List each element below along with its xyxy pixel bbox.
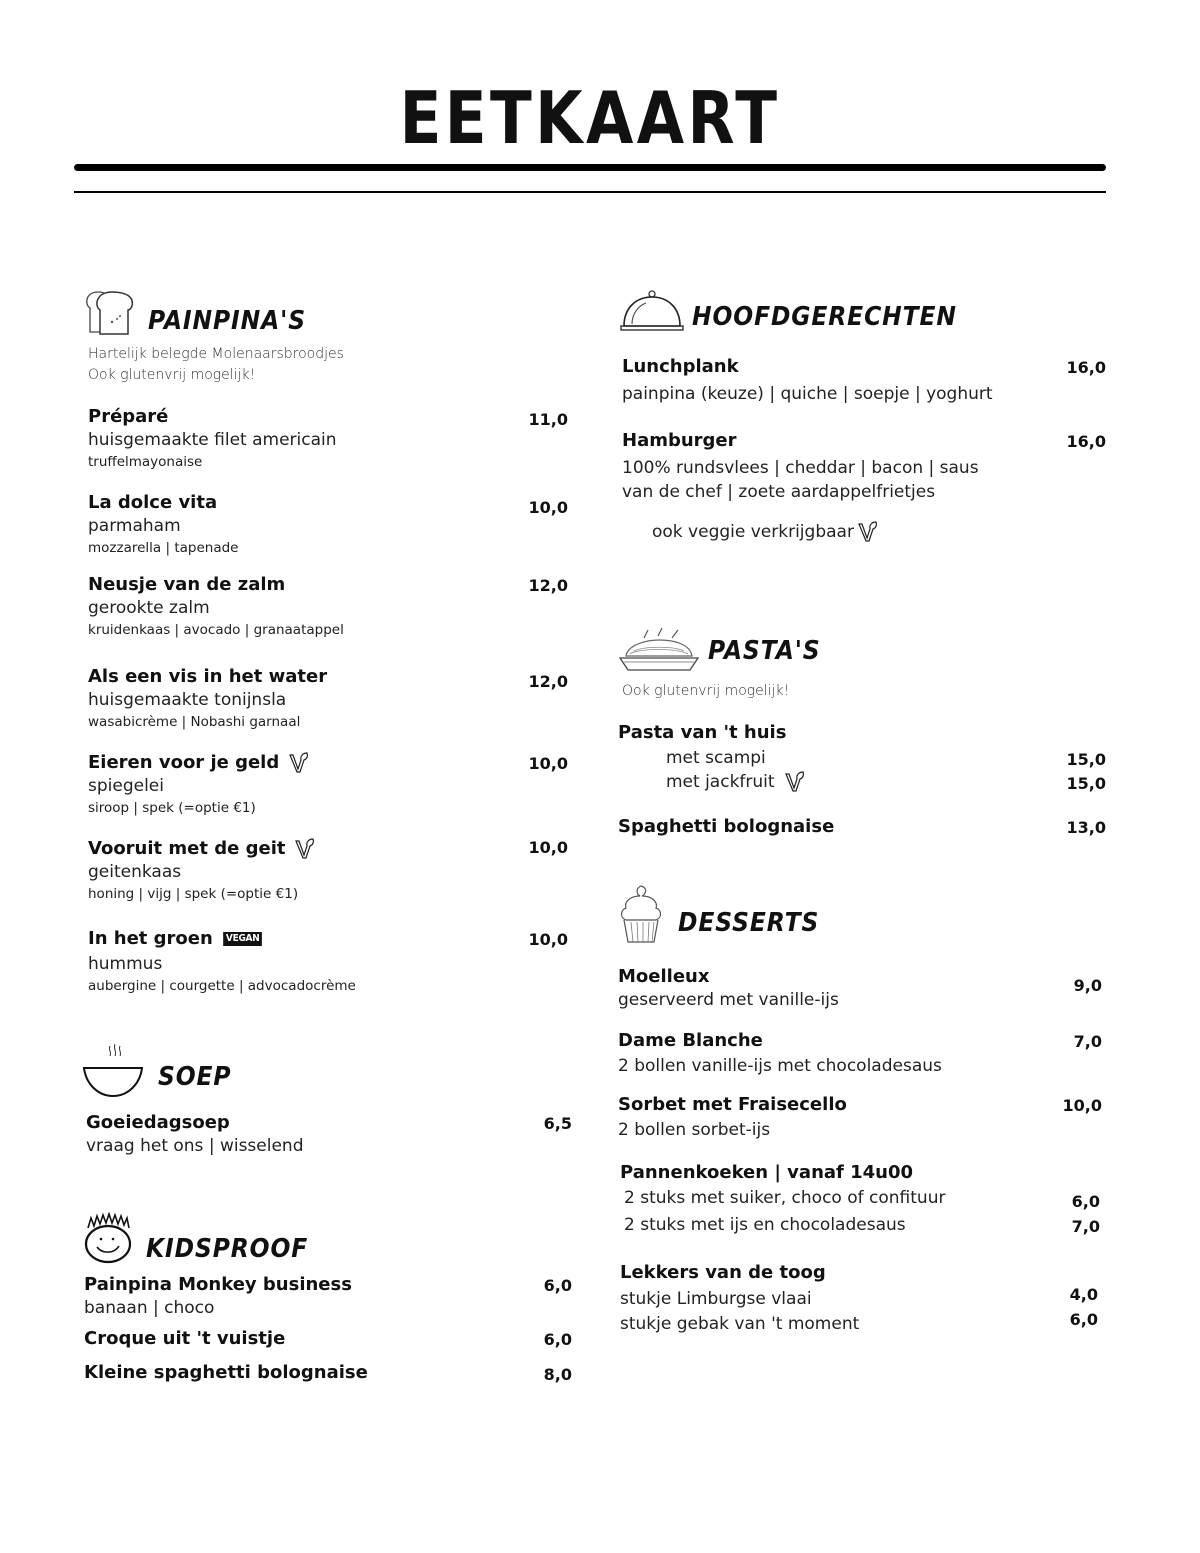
item-name: Neusje van de zalm — [88, 574, 286, 595]
section-subtitle: Ook glutenvrij mogelijk! — [88, 367, 256, 383]
item-extras: wasabicrème | Nobashi garnaal — [88, 714, 301, 730]
item-note: ook veggie verkrijgbaar — [652, 522, 854, 542]
item-description: geserveerd met vanille-ijs — [618, 990, 839, 1010]
veggie-leaf-icon — [856, 520, 878, 544]
item-name: Eieren voor je geld — [88, 752, 280, 773]
section-pastas — [618, 626, 1106, 846]
item-description: van de chef | zoete aardappelfrietjes — [622, 482, 936, 502]
pasta-plate-icon — [618, 626, 700, 674]
menu-item — [84, 406, 570, 472]
item-name: Pasta van 't huis — [618, 722, 787, 743]
section-subtitle: Hartelijk belegde Molenaarsbroodjes — [88, 346, 344, 362]
menu-item — [84, 752, 570, 818]
item-description: gerookte zalm — [88, 598, 210, 618]
item-name-row — [84, 752, 570, 774]
item-name: Lekkers van de toog — [620, 1262, 826, 1283]
item-name: Als een vis in het water — [88, 666, 328, 687]
item-extras: aubergine | courgette | advocadocrème — [88, 978, 356, 994]
section-title: KIDSPROOF — [146, 1234, 309, 1264]
item-price: 16,0 — [1066, 358, 1106, 377]
item-price: 8,0 — [543, 1365, 572, 1384]
header-divider-thin — [74, 191, 1106, 193]
menu-item — [620, 430, 1106, 544]
item-name: Hamburger — [622, 430, 737, 451]
item-name: Préparé — [88, 406, 169, 427]
item-description: vraag het ons | wisselend — [86, 1136, 304, 1156]
vegan-badge: VEGAN — [223, 932, 262, 946]
item-description: 2 bollen sorbet-ijs — [618, 1120, 771, 1140]
page-title: EETKAART — [399, 76, 781, 160]
item-extras: truffelmayonaise — [88, 454, 203, 470]
item-extras: siroop | spek (=optie €1) — [88, 800, 256, 816]
menu-item — [82, 1328, 572, 1350]
item-name: In het groen — [88, 928, 213, 949]
menu-item — [84, 492, 570, 558]
item-description: huisgemaakte filet americain — [88, 430, 337, 450]
section-title: DESSERTS — [678, 908, 820, 938]
item-option — [618, 1287, 1106, 1311]
item-price: 7,0 — [1073, 1032, 1102, 1051]
section-desserts — [618, 884, 1106, 1344]
section-hoofdgerechten — [620, 288, 1106, 558]
item-name: La dolce vita — [88, 492, 218, 513]
section-soep — [82, 1042, 572, 1162]
item-name: Goeiedagsoep — [86, 1112, 230, 1133]
veggie-leaf-icon — [287, 752, 309, 774]
item-option — [618, 1186, 1106, 1210]
section-title: SOEP — [158, 1062, 232, 1092]
item-price: 13,0 — [1066, 818, 1106, 837]
item-price: 12,0 — [528, 576, 568, 595]
item-description: banaan | choco — [84, 1298, 215, 1318]
soup-bowl-icon — [82, 1042, 146, 1098]
item-name: Vooruit met de geit — [88, 838, 286, 859]
item-price: 10,0 — [528, 754, 568, 773]
menu-item — [620, 356, 1106, 406]
item-name: Pannenkoeken | vanaf 14u00 — [620, 1162, 914, 1183]
veggie-leaf-icon — [783, 771, 805, 793]
section-title: HOOFDGERECHTEN — [692, 302, 957, 332]
section-title: PASTA'S — [708, 636, 821, 666]
item-description: 100% rundsvlees | cheddar | bacon | saus — [622, 458, 979, 478]
item-description: spiegelei — [88, 776, 164, 796]
section-title: PAINPINA'S — [148, 306, 306, 336]
item-name: Moelleux — [618, 966, 710, 987]
option-label: 2 stuks met suiker, choco of confituur — [624, 1188, 946, 1208]
item-name: Lunchplank — [622, 356, 739, 377]
item-extras: mozzarella | tapenade — [88, 540, 239, 556]
menu-item — [618, 1162, 1106, 1184]
menu-item — [84, 666, 570, 732]
menu-item — [82, 1274, 572, 1320]
menu-item — [618, 966, 1106, 1012]
menu-item — [84, 838, 570, 904]
menu-item — [82, 1362, 572, 1384]
option-label: met scampi — [666, 748, 766, 768]
item-price: 10,0 — [1062, 1096, 1102, 1115]
item-extras: honing | vijg | spek (=optie €1) — [88, 886, 299, 902]
item-name: Spaghetti bolognaise — [618, 816, 835, 837]
cloche-icon — [620, 288, 684, 334]
item-option — [618, 746, 1106, 770]
item-description: hummus — [88, 954, 163, 974]
item-name: Kleine spaghetti bolognaise — [84, 1362, 368, 1383]
veggie-leaf-icon — [293, 838, 315, 860]
item-description: 2 bollen vanille-ijs met chocoladesaus — [618, 1056, 942, 1076]
item-price: 9,0 — [1073, 976, 1102, 995]
item-option — [618, 770, 1106, 794]
item-name: Sorbet met Fraisecello — [618, 1094, 847, 1115]
item-description: painpina (keuze) | quiche | soepje | yoghurt — [622, 384, 993, 404]
item-name: Painpina Monkey business — [84, 1274, 352, 1295]
bread-icon — [84, 288, 140, 336]
kid-face-icon — [82, 1212, 138, 1264]
menu-item — [618, 816, 1106, 838]
section-painpinas — [84, 288, 570, 1008]
option-label: stukje gebak van 't moment — [620, 1314, 860, 1334]
item-description: huisgemaakte tonijnsla — [88, 690, 287, 710]
item-price: 10,0 — [528, 498, 568, 517]
item-description: geitenkaas — [88, 862, 182, 882]
item-price: 10,0 — [528, 930, 568, 949]
menu-item — [618, 722, 1106, 744]
item-price: 10,0 — [528, 838, 568, 857]
option-price: 6,0 — [1071, 1192, 1100, 1211]
item-extras: kruidenkaas | avocado | granaatappel — [88, 622, 344, 638]
section-kidsproof — [82, 1212, 572, 1392]
item-price: 6,0 — [543, 1276, 572, 1295]
item-price: 12,0 — [528, 672, 568, 691]
menu-item — [84, 928, 570, 996]
option-price: 4,0 — [1069, 1285, 1098, 1304]
option-price: 7,0 — [1071, 1217, 1100, 1236]
item-option — [618, 1312, 1106, 1336]
cupcake-icon — [618, 884, 664, 944]
menu-item — [618, 1262, 1106, 1284]
item-price: 6,5 — [543, 1114, 572, 1133]
menu-item — [84, 574, 570, 640]
item-price: 6,0 — [543, 1330, 572, 1349]
menu-item — [618, 1030, 1106, 1078]
option-price: 15,0 — [1066, 774, 1106, 793]
item-description: parmaham — [88, 516, 181, 536]
item-name-row — [84, 838, 570, 860]
item-option — [618, 1213, 1106, 1237]
section-subtitle: Ook glutenvrij mogelijk! — [622, 683, 790, 699]
item-note-row — [620, 520, 1106, 544]
option-price: 15,0 — [1066, 750, 1106, 769]
header-divider-thick — [74, 164, 1106, 171]
option-label: 2 stuks met ijs en chocoladesaus — [624, 1215, 906, 1235]
menu-item — [82, 1112, 572, 1158]
item-price: 16,0 — [1066, 432, 1106, 451]
option-price: 6,0 — [1069, 1310, 1098, 1329]
item-price: 11,0 — [528, 410, 568, 429]
item-name-row — [84, 928, 570, 950]
menu-item — [618, 1094, 1106, 1142]
option-label: met jackfruit — [666, 772, 775, 792]
option-label: stukje Limburgse vlaai — [620, 1289, 812, 1309]
item-name: Dame Blanche — [618, 1030, 763, 1051]
item-name: Croque uit 't vuistje — [84, 1328, 286, 1349]
